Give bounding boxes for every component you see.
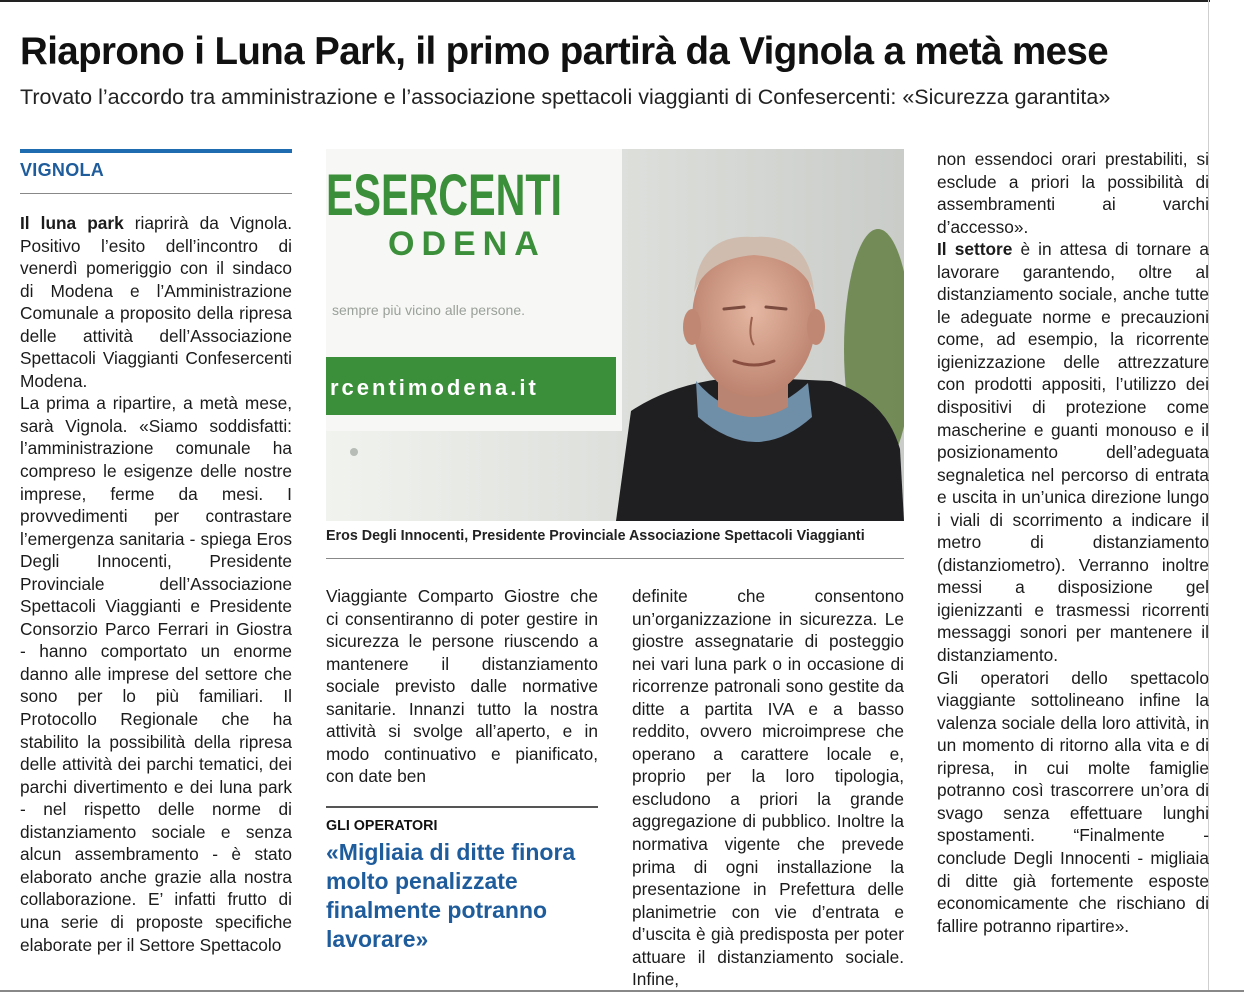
paragraph-3: Viaggiante Comparto Giostre che ci consentiranno di poter gestire in sicurezza le persone riuscendo a mantenere il distanziamento sociale previsto dalle normative sanitarie. Innanzi tutto la nostra attività si svolge all’aperto, e in modo continuativo e pianificato, con date ben (326, 586, 598, 787)
location-divider (20, 193, 292, 194)
article-column-2 (326, 585, 598, 788)
pull-quote: «Migliaia di ditte finora molto penalizzate finalmente potranno lavorare» (326, 839, 576, 952)
lead-in: Il luna park (20, 213, 124, 233)
article-photo (326, 149, 904, 521)
paragraph-4: definite che consentono un’organizzazione in sicurezza. Le giostre assegnatarie di posteggio nei vari luna park o in occasione di ricorrenze patronali sono gestite da ditte a partita IVA e a basso reddito, ovvero microimprese che operano a carattere locale e, proprio per la loro tipologia, escludono a priori la grande aggregazione di pubblico. Inoltre la normativa vigente che prevede prima di ogni installazione la presentazione in Prefettura delle planimetrie con vie d’entrata e d’uscita è già predisposta per poter attuare il distanziamento sociale. Infine, (632, 586, 904, 990)
paragraph-5: non essendoci orari prestabiliti, si esclude a priori la possibilità di assembramenti ai varchi d’accesso». (937, 149, 1209, 237)
paragraph-1: Il luna park riaprirà da Vignola. Positivo l’esito dell’incontro di venerdì pomeriggio con il sindaco di Modena e l’Amministrazione Comunale a proposito della ripresa delle attività dell’Associazione Spettacoli Viaggianti Confesercenti Modena. (20, 213, 293, 391)
location-label: VIGNOLA (20, 160, 105, 180)
sidebar-label: GLI OPERATORI (326, 818, 438, 834)
article-column-1 (20, 212, 292, 956)
photo-illustration (326, 149, 904, 521)
paragraph-7: Gli operatori dello spettacolo viaggiante sottolineano infine la valenza sociale della loro attività, in un momento di ritorno alla vita e di ripresa, in cui molte famiglie potranno così trascorrere un’ora di svago senza effettuare lunghi spostamenti. “Finalmente - conclude Degli Innocenti - migliaia di ditte già fortemente esposte economicamente che rischiano di fallire potranno ripartire». (937, 667, 1209, 936)
bottom-rule (0, 990, 1244, 992)
sign-text-1: ESERCENTI (326, 163, 562, 228)
paragraph-6: Il settore è in attesa di tornare a lavorare garantendo, oltre al distanziamento sociale, anche tutte le adeguate norme e precauzioni come, ad esempio, la ricorrente igienizzazione delle attrezzature con prodotti appositi, l’utilizzo dei dispositivi di protezione come mascherine e guanti monouso e il posizionamento dell’adeguata segnaletica nel percorso di entrata e uscita in un’unica direzione lungo i viali di scorrimento a indicare il metro di distanziamento (distanziometro). Verranno inoltre messi a disposizione gel igienizzanti e trasmessi ricorrenti messaggi sonori per mantenere il distanziamento. (937, 239, 1209, 666)
article-column-3 (632, 585, 904, 991)
headline: Riaprono i Luna Park, il primo partirà da Vignola a metà mese (20, 30, 1109, 73)
paragraph-2: La prima a ripartire, a metà mese, sarà Vignola. «Siamo soddisfatti: l’amministrazione comunale ha compreso le esigenze delle nostre imprese, ferme da mesi. I provvedimenti per contrastare l’emergenza sanitaria - spiega Eros Degli Innocenti, Presidente Provinciale dell’Associazione Spettacoli Viaggianti e Presidente Consorzio Parco Ferrari in Giostra - hanno comportato un enorme danno alle imprese del settore che sono per lo più familiari. Il Protocollo Regionale che ha stabilito la possibilità della ripresa delle attività dei parchi tematici, dei parchi divertimento e dei luna park - nel rispetto delle norme di distanziamento sociale e senza alcun assembramento - è stato elaborato anche grazie alla nostra collaborazione. E’ infatti frutto di una serie di proposte specifiche elaborate per il Settore Spettacolo (20, 393, 292, 955)
sidebar-rule (326, 806, 598, 808)
location-rule (20, 149, 292, 153)
photo-caption: Eros Degli Innocenti, Presidente Provinciale Associazione Spettacoli Viaggianti (326, 528, 865, 544)
sign-text-2: ODENA (388, 225, 546, 263)
sign-text-4: rcentimodena.it (330, 375, 539, 400)
lead-in-2: Il settore (937, 239, 1013, 260)
sign-text-3: sempre più vicino alle persone. (332, 302, 525, 318)
caption-rule (326, 558, 904, 559)
subheadline: Trovato l’accordo tra amministrazione e l’associazione spettacoli viaggianti di Confesercenti: «Sicurezza garantita» (20, 85, 1111, 109)
article-column-4 (937, 148, 1209, 937)
top-rule (0, 0, 1210, 2)
